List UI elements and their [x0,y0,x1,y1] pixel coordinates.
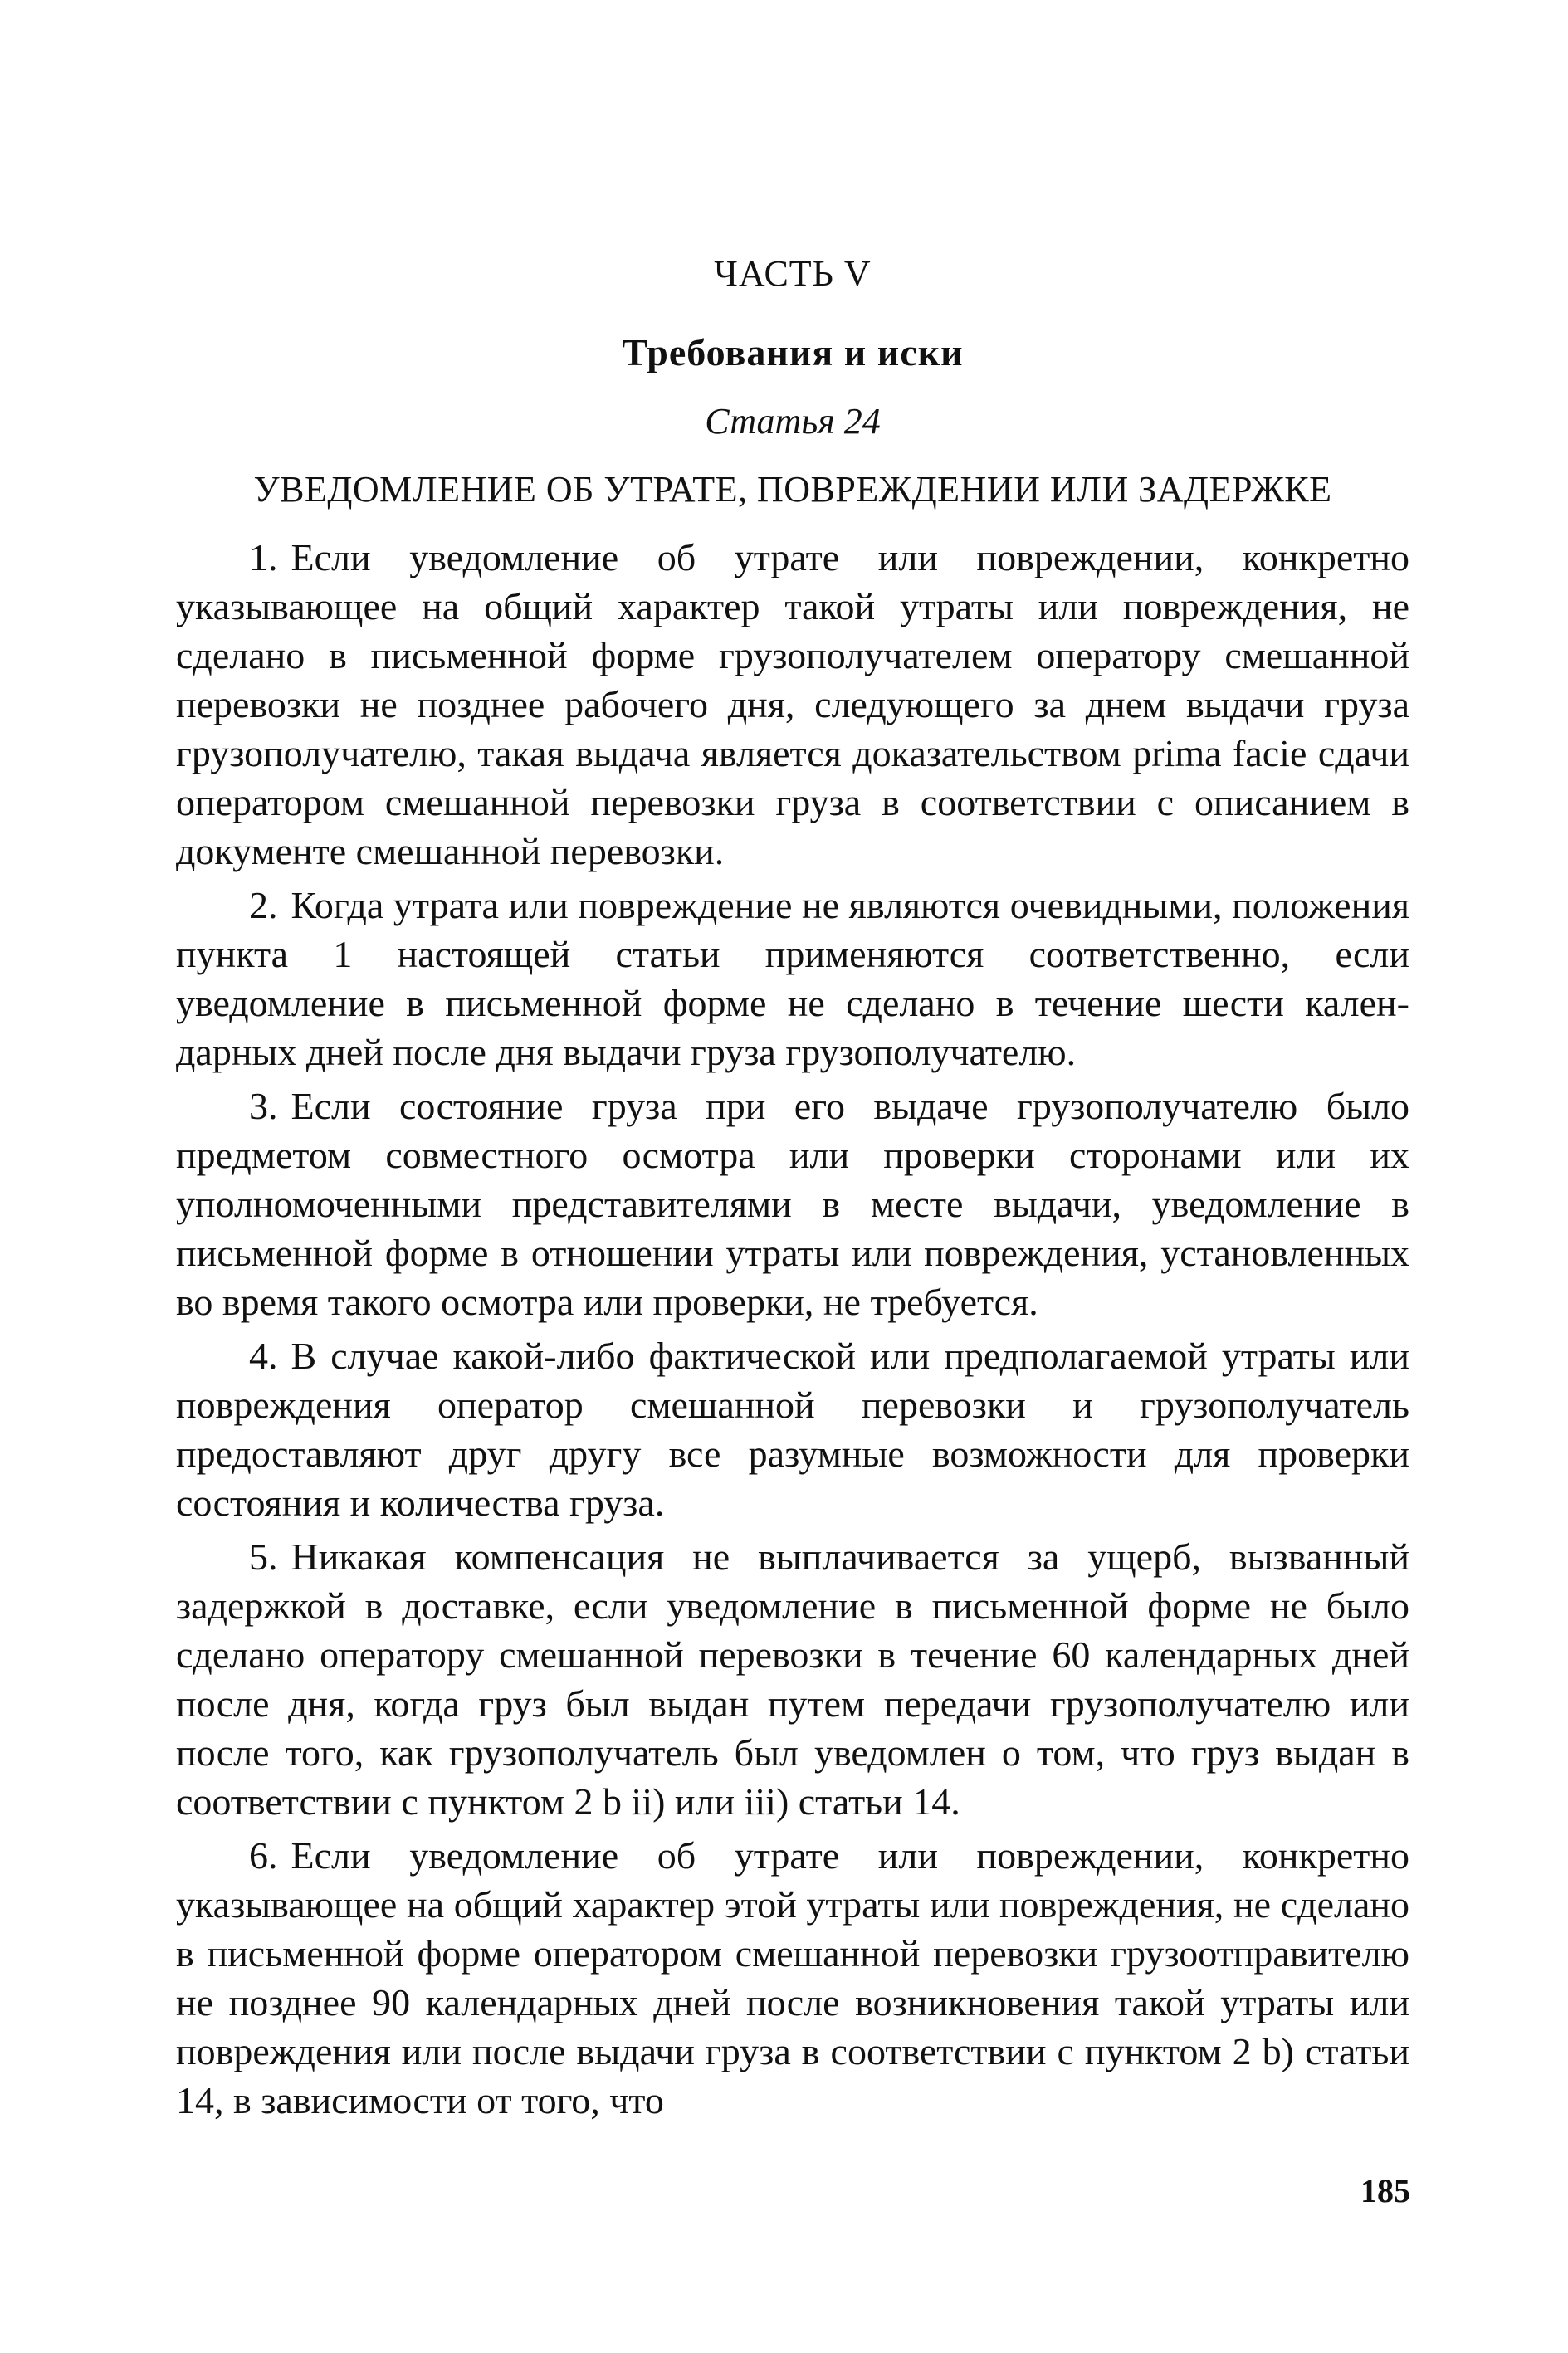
paragraph-1 [176,533,1409,876]
paragraph-number: 5. [249,1535,278,1578]
paragraph-number: 1. [249,536,278,578]
part-subtitle: Требования и иски [622,331,964,373]
paragraph-text: Если уведомление об утрате или повреждении, конкретно указывающее на общий характер этой утраты или повреждения, не сделано в письменной форме оператором смешанной перевозки грузоотправителю не позднее 90 календарных дней после возникновения такой утраты или повреждения или после выдачи груза в соответствии с пунктом 2 b) статьи 14, в зависимости от того, что [176,1834,1409,2121]
paragraph-number: 2. [249,884,278,926]
paragraph-6 [176,1831,1409,2125]
paragraph-4 [176,1331,1409,1527]
paragraph-5 [176,1532,1409,1826]
part-heading: ЧАСТЬ V [714,253,872,294]
paragraph-number: 4. [249,1335,278,1377]
paragraph-3 [176,1081,1409,1326]
paragraph-text: Если состояние груза при его выдаче грузополучателю было предметом совместного осмотра или проверки сторонами или их уполномоченными представителями в месте выдачи, уведомление в письменной форме в отношении утраты или повреждения, установленных во время такого осмотра или проверки, не требуется. [176,1085,1409,1323]
paragraph-number: 6. [249,1834,278,1877]
page-number: 185 [1360,2172,1410,2209]
paragraph-2 [176,881,1409,1076]
paragraph-text: Когда утрата или повреждение не являются очевидными, положения пункта 1 настоящей статьи применяются соответственно, если уведомление в письменной форме не сделано в течение шести календарных дней после дня выдачи груза грузополучателю. [176,884,1409,1073]
paragraph-text: Никакая компенсация не выплачивается за ущерб, вызванный задержкой в доставке, если уведомление в письменной форме не было сделано оператору смешанной перевозки в течение 60 календарных дней после дня, когда груз был выдан путем передачи грузополучателю или после того, как грузополучатель был уведомлен о том, что груз выдан в соответствии с пунктом 2 b ii) или iii) статьи 14. [176,1535,1409,1823]
article-label: Статья 24 [705,401,881,442]
paragraph-text: Если уведомление об утрате или повреждении, конкретно указывающее на общий характер такой утраты или повреждения, не сделано в письменной форме грузополучателем оператору смешанной перевозки не позднее рабочего дня, следующего за днем выдачи груза грузополучателю, такая выдача является доказательством prima facie сдачи оператором смешанной перевозки груза в соответствии с описанием в документе смешанной перевозки. [176,536,1409,872]
page-content [176,249,1409,2130]
paragraph-number: 3. [249,1085,278,1127]
article-title: УВЕДОМЛЕНИЕ ОБ УТРАТЕ, ПОВРЕЖДЕНИИ ИЛИ ЗАДЕРЖКЕ [253,469,1332,510]
paragraph-text: В случае какой-либо фактической или предполагаемой утраты или повреждения оператор смешанной перевозки и грузополучатель предоставляют друг другу все разумные возможности для проверки состояния и количества груза. [176,1335,1409,1524]
